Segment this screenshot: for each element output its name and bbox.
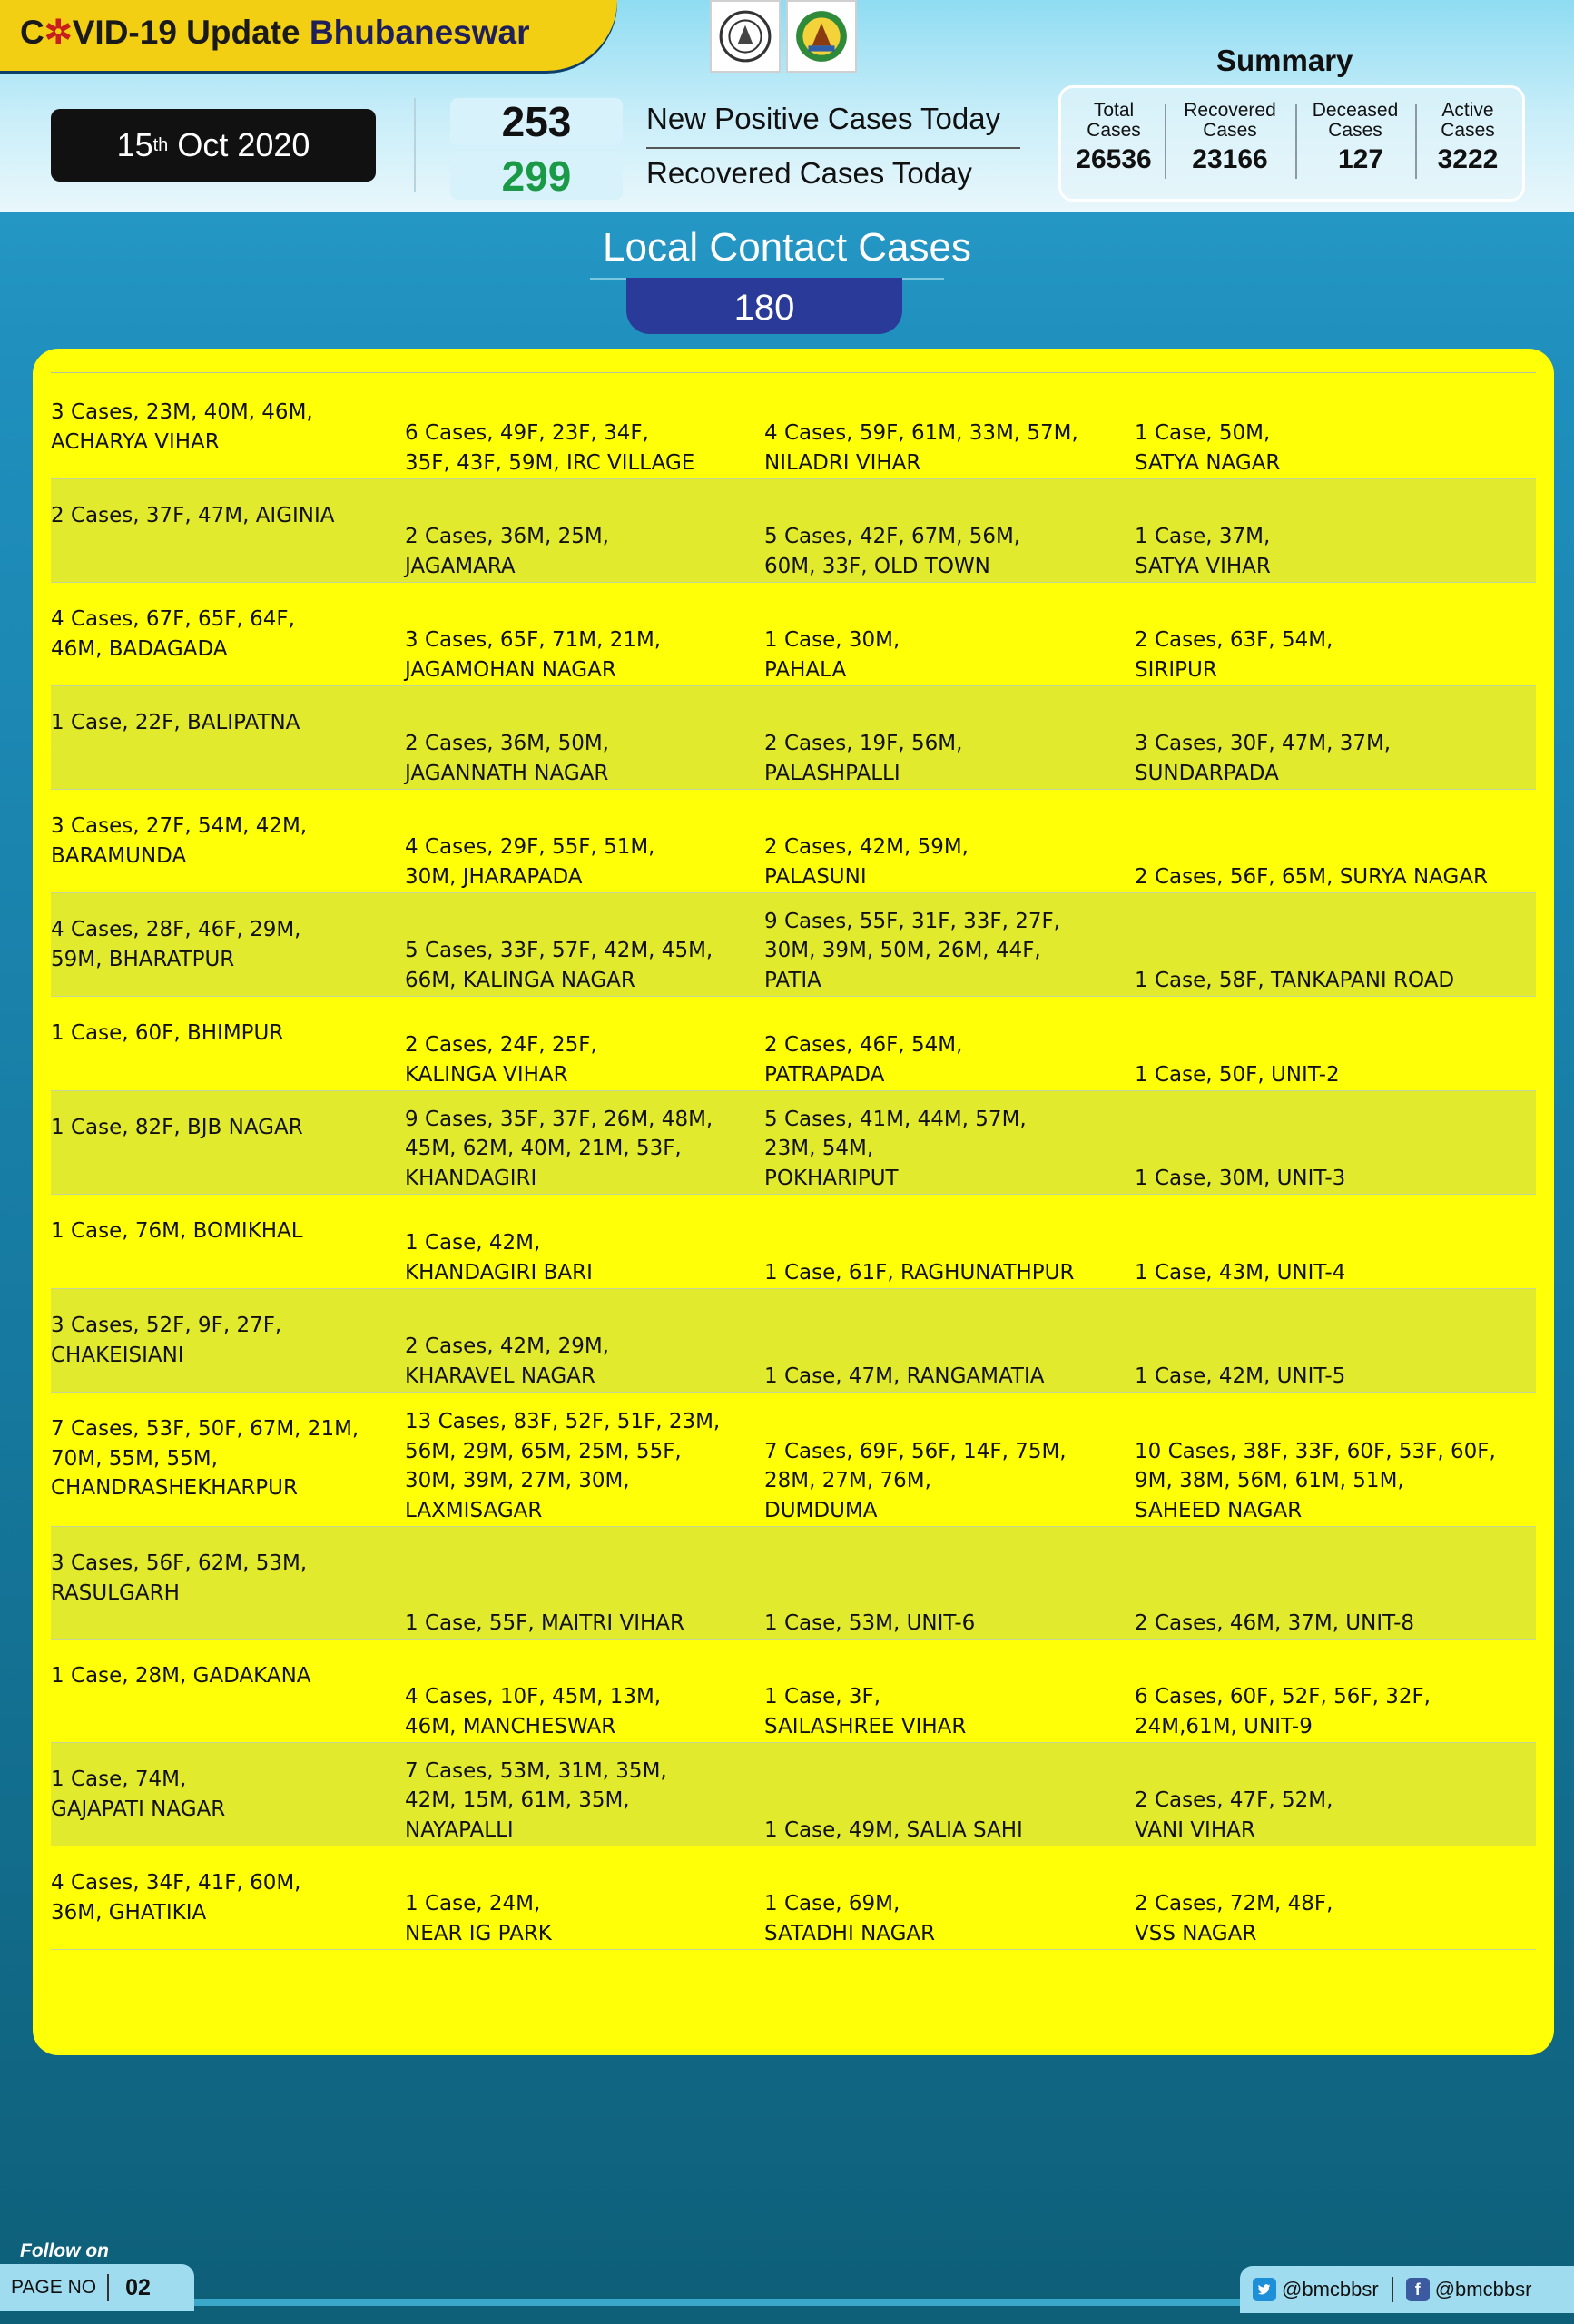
recovered-count: 299 (450, 153, 623, 200)
summary-title: Summary (1216, 44, 1353, 77)
case-entry: 5 Cases, 42F, 67M, 56M, 60M, 33F, OLD TOWN (764, 525, 1021, 578)
summary-total (1061, 101, 1166, 175)
case-entry: 1 Case, 28M, GADAKANA (51, 1664, 311, 1688)
page-number: 02 (125, 2274, 151, 2300)
summary-label: Deceased (1312, 100, 1399, 121)
header (0, 0, 1574, 212)
case-entry: 2 Cases, 42M, 29M, KHARAVEL NAGAR (405, 1334, 609, 1388)
twitter-handle: @bmcbbsr (1282, 2278, 1379, 2300)
case-entry: 1 Case, 60F, BHIMPUR (51, 1021, 284, 1045)
case-entry: 1 Case, 82F, BJB NAGAR (51, 1116, 303, 1139)
table-row (51, 893, 1536, 997)
table-row (51, 479, 1536, 583)
recovered-label: Recovered Cases Today (646, 156, 972, 190)
case-entry: 3 Cases, 56F, 62M, 53M, RASULGARH (51, 1551, 308, 1605)
table-row (51, 1195, 1536, 1289)
case-entry: 7 Cases, 69F, 56F, 14F, 75M, 28M, 27M, 76M, DUMDUMA (764, 1439, 1067, 1522)
title-main: VID-19 Update (72, 14, 300, 51)
emblem-icon (717, 8, 773, 64)
summary-label: Cases (1087, 120, 1141, 141)
case-entry: 7 Cases, 53F, 50F, 67M, 21M, 70M, 55M, 55M, CHANDRASHEKHARPUR (51, 1417, 359, 1500)
summary-label: Total (1093, 100, 1135, 121)
case-entry: 4 Cases, 10F, 45M, 13M, 46M, MANCHESWAR (405, 1685, 662, 1738)
summary-label: Recovered (1184, 100, 1276, 121)
case-entry: 1 Case, 58F, TANKAPANI ROAD (1135, 968, 1455, 992)
table-row (51, 1640, 1536, 1743)
table-row (51, 790, 1536, 893)
case-entry: 1 Case, 69M, SATADHI NAGAR (764, 1892, 936, 1945)
case-entry: 1 Case, 30M, PAHALA (764, 628, 900, 682)
summary-label: Cases (1328, 120, 1382, 141)
bmc-seal-icon (793, 8, 850, 64)
case-entry: 3 Cases, 23M, 40M, 46M, ACHARYA VIHAR (51, 400, 313, 454)
case-entry: 2 Cases, 72M, 48F, VSS NAGAR (1135, 1892, 1333, 1945)
summary-value: 3222 (1437, 144, 1499, 174)
case-entry: 4 Cases, 59F, 61M, 33M, 57M, NILADRI VIHAR (764, 421, 1078, 475)
case-entry: 3 Cases, 65F, 71M, 21M, JAGAMOHAN NAGAR (405, 628, 662, 682)
case-entry: 4 Cases, 29F, 55F, 51M, 30M, JHARAPADA (405, 835, 655, 889)
page-title (20, 13, 530, 52)
case-entry: 1 Case, 24M, NEAR IG PARK (405, 1892, 552, 1945)
case-entry: 1 Case, 30M, UNIT-3 (1135, 1166, 1346, 1190)
summary-deceased (1297, 101, 1413, 175)
case-entry: 2 Cases, 37F, 47M, AIGINIA (51, 504, 335, 527)
case-entry: 2 Cases, 24F, 25F, KALINGA VIHAR (405, 1033, 597, 1087)
table-row (51, 1289, 1536, 1393)
case-entry: 3 Cases, 30F, 47M, 37M, SUNDARPADA (1135, 732, 1392, 785)
case-entry: 1 Case, 42M, UNIT-5 (1135, 1364, 1346, 1388)
table-row (51, 583, 1536, 686)
case-entry: 1 Case, 50M, SATYA NAGAR (1135, 421, 1281, 475)
title-prefix: C (20, 14, 44, 51)
case-entry: 1 Case, 22F, BALIPATNA (51, 711, 300, 734)
table-row (51, 997, 1536, 1091)
summary-recovered (1166, 101, 1294, 175)
case-entry: 2 Cases, 46M, 37M, UNIT-8 (1135, 1610, 1414, 1635)
date-month-year: Oct 2020 (177, 126, 310, 163)
summary-value: 23166 (1192, 144, 1268, 174)
case-entry: 10 Cases, 38F, 33F, 60F, 53F, 60F, 9M, 38M, 56M, 61M, 51M, SAHEED NAGAR (1135, 1439, 1496, 1522)
summary-value: 127 (1337, 144, 1384, 174)
twitter-link[interactable] (1240, 2278, 1379, 2301)
summary-active (1417, 101, 1519, 175)
table-row (51, 1393, 1536, 1527)
table-row (51, 1743, 1536, 1846)
new-positive-count: 253 (450, 98, 623, 145)
case-entry: 1 Case, 53M, UNIT-6 (764, 1610, 976, 1635)
case-entry: 3 Cases, 27F, 54M, 42M, BARAMUNDA (51, 814, 308, 868)
table-row (51, 1846, 1536, 1950)
date-suffix: th (152, 134, 169, 155)
section-title: Local Contact Cases (603, 225, 971, 270)
twitter-icon (1253, 2278, 1276, 2301)
cases-table-card (33, 349, 1554, 2055)
table-row (51, 1527, 1536, 1640)
case-entry: 13 Cases, 83F, 52F, 51F, 23M, 56M, 29M, 65M, 25M, 55F, 30M, 39M, 27M, 30M, LAXMISAGAR (405, 1410, 721, 1522)
case-entry: 5 Cases, 41M, 44M, 57M, 23M, 54M, POKHARIPUT (764, 1107, 1027, 1190)
summary-label: Cases (1203, 120, 1257, 141)
row-divider (51, 1949, 1536, 1950)
summary-value: 26536 (1076, 144, 1152, 174)
case-entry: 5 Cases, 33F, 57F, 42M, 45M, 66M, KALINGA NAGAR (405, 939, 713, 992)
counts-divider (646, 147, 1020, 149)
case-entry: 2 Cases, 36M, 25M, JAGAMARA (405, 525, 609, 578)
page-divider (107, 2274, 109, 2301)
case-entry: 1 Case, 49M, SALIA SAHI (764, 1817, 1023, 1842)
cases-table (51, 376, 1536, 1950)
header-divider (414, 98, 416, 192)
facebook-handle: @bmcbbsr (1434, 2278, 1532, 2300)
table-row (51, 1091, 1536, 1195)
case-entry: 2 Cases, 56F, 65M, SURYA NAGAR (1135, 864, 1489, 889)
date-badge (51, 109, 376, 182)
case-entry: 9 Cases, 35F, 37F, 26M, 48M, 45M, 62M, 40M, 21M, 53F, KHANDAGIRI (405, 1107, 713, 1190)
case-entry: 4 Cases, 28F, 46F, 29M, 59M, BHARATPUR (51, 918, 301, 971)
title-banner (0, 0, 617, 71)
bmc-logo (786, 0, 857, 73)
case-entry: 4 Cases, 34F, 41F, 60M, 36M, GHATIKIA (51, 1871, 301, 1925)
table-top-rule (51, 372, 1536, 373)
odisha-emblem-logo (710, 0, 781, 73)
summary-label: Cases (1441, 120, 1495, 141)
facebook-link[interactable] (1393, 2278, 1532, 2301)
case-entry: 6 Cases, 49F, 23F, 34F, 35F, 43F, 59M, IRC VILLAGE (405, 421, 695, 475)
virus-icon: ✲ (44, 14, 73, 51)
follow-label: Follow on (20, 2240, 109, 2261)
case-entry: 9 Cases, 55F, 31F, 33F, 27F, 30M, 39M, 50M, 26M, 44F, PATIA (764, 909, 1060, 992)
case-entry: 2 Cases, 42M, 59M, PALASUNI (764, 835, 969, 889)
summary-box (1058, 85, 1525, 202)
facebook-icon: f (1406, 2278, 1430, 2301)
case-entry: 4 Cases, 67F, 65F, 64F, 46M, BADAGADA (51, 607, 295, 661)
case-entry: 2 Cases, 63F, 54M, SIRIPUR (1135, 628, 1333, 682)
case-entry: 1 Case, 3F, SAILASHREE VIHAR (764, 1685, 967, 1738)
case-entry: 7 Cases, 53M, 31M, 35M, 42M, 15M, 61M, 35M, NAYAPALLI (405, 1758, 667, 1842)
case-entry: 2 Cases, 36M, 50M, JAGANNATH NAGAR (405, 732, 609, 785)
case-entry: 1 Case, 55F, MAITRI VIHAR (405, 1610, 684, 1635)
case-entry: 6 Cases, 60F, 52F, 56F, 32F, 24M,61M, UNIT-9 (1135, 1685, 1431, 1738)
case-entry: 2 Cases, 47F, 52M, VANI VIHAR (1135, 1788, 1333, 1842)
case-entry: 2 Cases, 19F, 56M, PALASHPALLI (764, 732, 963, 785)
case-entry: 1 Case, 42M, KHANDAGIRI BARI (405, 1231, 593, 1285)
section-count-badge: 180 (626, 278, 902, 334)
social-box (1240, 2266, 1574, 2313)
case-entry: 1 Case, 50F, UNIT-2 (1135, 1062, 1340, 1087)
table-row (51, 376, 1536, 479)
case-entry: 1 Case, 74M, GAJAPATI NAGAR (51, 1768, 226, 1821)
case-entry: 3 Cases, 52F, 9F, 27F, CHAKEISIANI (51, 1314, 282, 1367)
case-entry: 1 Case, 47M, RANGAMATIA (764, 1364, 1045, 1388)
case-entry: 1 Case, 76M, BOMIKHAL (51, 1219, 303, 1243)
title-place: Bhubaneswar (309, 14, 530, 51)
case-entry: 2 Cases, 46F, 54M, PATRAPADA (764, 1033, 963, 1087)
page-number-box (0, 2264, 194, 2311)
summary-label: Active (1441, 100, 1494, 121)
table-row (51, 686, 1536, 790)
date-day: 15 (116, 126, 153, 163)
case-entry: 1 Case, 61F, RAGHUNATHPUR (764, 1260, 1075, 1285)
case-entry: 1 Case, 37M, SATYA VIHAR (1135, 525, 1271, 578)
case-entry: 1 Case, 43M, UNIT-4 (1135, 1260, 1346, 1285)
page-label: PAGE NO (11, 2277, 97, 2298)
new-positive-label: New Positive Cases Today (646, 102, 1001, 135)
